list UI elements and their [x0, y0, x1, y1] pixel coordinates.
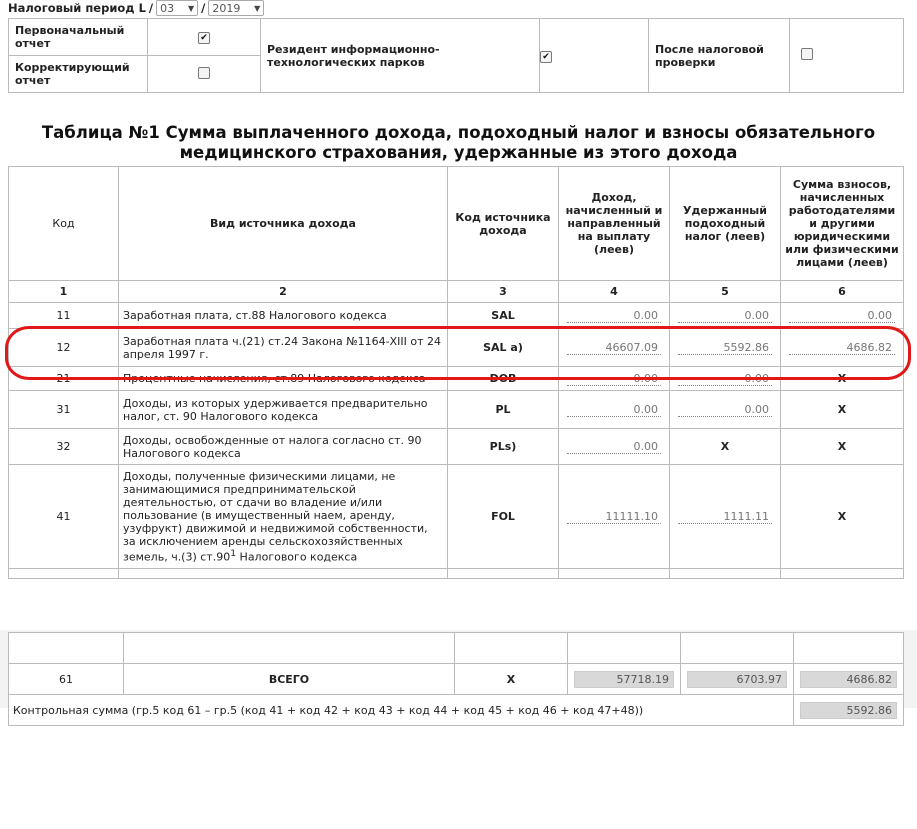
tax-period-label: Налоговый период L: [8, 1, 146, 15]
income-input[interactable]: 0.00: [567, 372, 661, 386]
income-input[interactable]: 11111.10: [567, 510, 661, 524]
row-desc: Заработная плата ч.(21) ст.24 Закона №1164-XIII от 24 апреля 1997 г.: [119, 329, 448, 367]
tax-period: [8, 0, 264, 16]
initial-report-checkbox-cell: [148, 19, 261, 56]
income-input[interactable]: 46607.09: [567, 341, 661, 355]
contrib-input[interactable]: 4686.82: [789, 341, 895, 355]
corrective-report-checkbox-cell: [148, 56, 261, 93]
col-number: 2: [119, 281, 448, 303]
header-source-type: Вид источника дохода: [119, 167, 448, 281]
income-table: [8, 166, 904, 579]
report-type-table: [8, 18, 904, 93]
row-code: 32: [9, 429, 119, 465]
income-input[interactable]: 0.00: [567, 309, 661, 323]
table-row: [9, 429, 904, 465]
year-select[interactable]: 2019 ▼: [208, 0, 264, 16]
corrective-report-checkbox[interactable]: [198, 67, 210, 79]
total-income: 57718.19: [574, 671, 674, 688]
header-income: Доход, начисленный и направленный на выплату (леев): [559, 167, 670, 281]
income-input[interactable]: 0.00: [567, 403, 661, 417]
header-contributions: Сумма взносов, начисленных работодателями и другими юридическими или физическими лицами (леев): [781, 167, 904, 281]
table-title: Таблица №1 Сумма выплаченного дохода, подоходный налог и взносы обязательного медицинского страхования, удержанные из этого дохода: [41, 123, 876, 162]
header-source-code: Код источника дохода: [448, 167, 559, 281]
row-code: 41: [9, 465, 119, 569]
control-sum-row: [9, 695, 904, 726]
total-src: X: [455, 664, 568, 695]
col-number: 1: [9, 281, 119, 303]
initial-report-checkbox[interactable]: ✔: [198, 32, 210, 44]
row-code: 21: [9, 367, 119, 391]
after-check-checkbox-cell: [790, 19, 904, 93]
row-code: 12: [9, 329, 119, 367]
row-desc: Заработная плата, ст.88 Налогового кодекса: [119, 303, 448, 329]
col-number: 4: [559, 281, 670, 303]
tax-input[interactable]: 0.00: [678, 309, 772, 323]
income-input[interactable]: 0.00: [567, 440, 661, 454]
row-contrib-x: X: [781, 429, 904, 465]
table-row: [9, 367, 904, 391]
row-contrib-x: X: [781, 391, 904, 429]
tax-input[interactable]: 0.00: [678, 372, 772, 386]
resident-label: Резидент информационно-технологических парков: [261, 19, 540, 93]
tax-input[interactable]: 0.00: [678, 403, 772, 417]
row-contrib-x: X: [781, 367, 904, 391]
row-desc: Доходы, освобожденные от налога согласно ст. 90 Налогового кодекса: [119, 429, 448, 465]
row-src: SAL: [448, 303, 559, 329]
table-row: [9, 329, 904, 367]
col-number: 3: [448, 281, 559, 303]
row-src: PLs): [448, 429, 559, 465]
row-contrib-x: X: [781, 465, 904, 569]
resident-checkbox-cell: [540, 19, 649, 93]
total-label: ВСЕГО: [124, 664, 455, 695]
control-sum-label: Контрольная сумма (гр.5 код 61 – гр.5 (код 41 + код 42 + код 43 + код 44 + код 45 + код 46 + код 47+48)): [9, 695, 794, 726]
chevron-down-icon: ▼: [254, 3, 261, 13]
total-tax: 6703.97: [687, 671, 787, 688]
row-src: SAL a): [448, 329, 559, 367]
control-sum-value: 5592.86: [800, 702, 897, 719]
table-row: [9, 465, 904, 569]
row-code: 11: [9, 303, 119, 329]
table-row: [9, 391, 904, 429]
tax-input[interactable]: 5592.86: [678, 341, 772, 355]
row-tax-x: X: [670, 429, 781, 465]
contrib-input[interactable]: 0.00: [789, 309, 895, 323]
header-code: Код: [9, 167, 119, 281]
total-code: 61: [9, 664, 124, 695]
row-src: DOB: [448, 367, 559, 391]
initial-report-label: Первоначальный отчет: [9, 19, 148, 56]
row-code: 31: [9, 391, 119, 429]
total-contrib: 4686.82: [800, 671, 897, 688]
row-src: FOL: [448, 465, 559, 569]
tax-input[interactable]: 1111.11: [678, 510, 772, 524]
chevron-down-icon: ▼: [187, 3, 195, 13]
row-desc: Доходы, полученные физическими лицами, не занимающимися предпринимательской деятельностью, от сдачи во владение и/или пользование (в имущественный наем, аренду, узуфрукт) движимой и недвижимой собственности, за исключением аренды сельскохозяйственных земель, ч.(3) $ст.90^1$ Налогового кодекса: [119, 465, 448, 569]
row-desc: Доходы, из которых удерживается предварительно налог, ст. 90 Налогового кодекса: [119, 391, 448, 429]
screenshot-gap: [8, 583, 904, 630]
row-desc: Процентные начисления, ст.89 Налогового кодекса: [119, 367, 448, 391]
col-number: 5: [670, 281, 781, 303]
period-separator: /: [201, 1, 206, 15]
month-select[interactable]: 03 ▼: [156, 0, 198, 16]
row-src: PL: [448, 391, 559, 429]
table-row: [9, 303, 904, 329]
total-row: [9, 664, 904, 695]
after-check-label: После налоговой проверки: [649, 19, 790, 93]
col-number: 6: [781, 281, 904, 303]
period-separator: /: [148, 1, 154, 15]
totals-table: [8, 632, 904, 726]
totals-section: [8, 632, 904, 726]
corrective-report-label: Корректирующий отчет: [9, 56, 148, 93]
after-check-checkbox[interactable]: [801, 48, 813, 60]
header-tax: Удержанный подоходный налог (леев): [670, 167, 781, 281]
resident-checkbox[interactable]: ✔: [540, 51, 552, 63]
